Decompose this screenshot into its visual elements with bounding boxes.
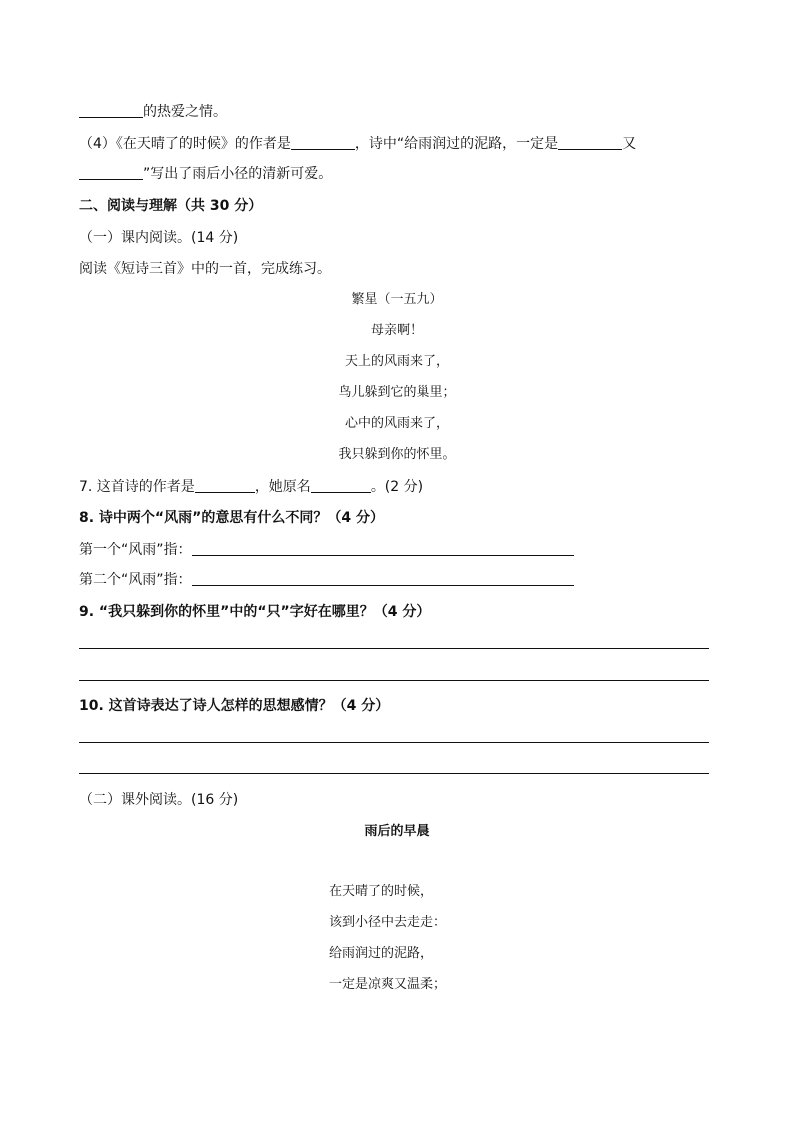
answer-blank[interactable]: [311, 478, 371, 493]
q4-text-3: 又: [622, 136, 637, 152]
answer-blank[interactable]: [291, 135, 355, 150]
question-4-continued: [79, 164, 332, 184]
poem-2-title: 雨后的早晨: [364, 824, 430, 839]
poem-1-line: 心中的风雨来了，: [344, 416, 449, 431]
poem-2-line: 该到小径中去走走：: [329, 915, 447, 930]
answer-line[interactable]: [79, 648, 709, 649]
poem-2-line: 在天晴了的时候，: [329, 884, 434, 899]
part-1-title: （一）课内阅读。(14 分): [79, 230, 239, 246]
question-4: [79, 134, 636, 154]
q7-text-1: 7. 这首诗的作者是: [79, 479, 195, 495]
answer-blank[interactable]: [558, 135, 622, 150]
question-9: 9. “我只躲到你的怀里”中的“只”字好在哪里？（4 分）: [79, 604, 431, 620]
poem-1-line: 我只躲到你的怀里。: [338, 447, 456, 462]
q4-text-1: （4）《在天晴了的时候》的作者是: [79, 136, 291, 152]
q4-text-4: ”写出了雨后小径的清新可爱。: [143, 166, 333, 182]
answer-line[interactable]: [192, 571, 574, 586]
q8-answer-line-1: [79, 540, 574, 560]
section-2-title: 二、阅读与理解（共 30 分）: [79, 198, 263, 214]
part-1-instruction: 阅读《短诗三首》中的一首，完成练习。: [79, 261, 331, 277]
q7-text-3: 。(2 分): [370, 479, 424, 495]
poem-1-title: 繁星（一五九）: [351, 292, 443, 307]
answer-line[interactable]: [192, 541, 574, 556]
poem-1-line: 鸟儿躲到它的巢里；: [338, 385, 456, 400]
q7-text-2: ，她原名: [254, 479, 311, 495]
poem-1-line: 天上的风雨来了，: [344, 354, 449, 369]
q8-answer-line-2: [79, 570, 574, 590]
answer-line[interactable]: [79, 680, 709, 681]
answer-blank[interactable]: [79, 165, 143, 180]
q8-label-1: 第一个“风雨”指：: [79, 542, 192, 558]
question-8: 8. 诗中两个“风雨”的意思有什么不同？（4 分）: [79, 510, 384, 526]
q4-text-2: ，诗中“给雨润过的泥路，一定是: [354, 136, 559, 152]
poem-2-line: 给雨润过的泥路，: [329, 946, 434, 961]
q6-continuation: [79, 102, 227, 122]
q8-label-2: 第二个“风雨”指：: [79, 572, 192, 588]
q6-tail-text: 的热爱之情。: [143, 104, 227, 120]
answer-blank[interactable]: [79, 103, 143, 118]
answer-blank[interactable]: [195, 478, 255, 493]
poem-2-line: 一定是凉爽又温柔；: [329, 977, 447, 992]
question-10: 10. 这首诗表达了诗人怎样的思想感情？（4 分）: [79, 698, 390, 714]
part-2-title: （二）课外阅读。(16 分): [79, 792, 239, 808]
answer-line[interactable]: [79, 773, 709, 774]
answer-line[interactable]: [79, 742, 709, 743]
poem-1-line: 母亲啊！: [370, 323, 423, 338]
question-7: [79, 477, 423, 497]
